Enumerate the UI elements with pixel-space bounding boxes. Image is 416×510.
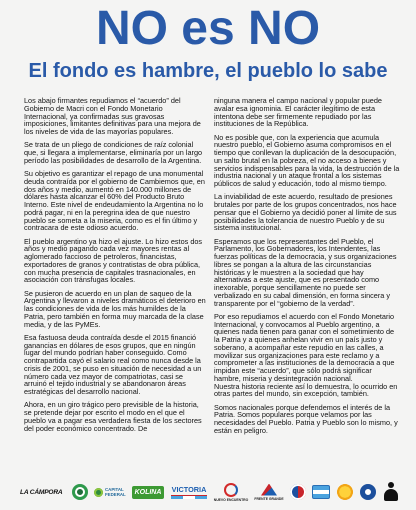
victoria-logo — [170, 486, 208, 499]
paragraph: Esperamos que los representantes del Pueblo, el Parlamento, los Gobernadores, los Intendentes, las fuerzas políticas de la democracia, y sus organizaciones libres se pongan a la altura de las circunstancias históricas y le muestren a la sociedad que hay alternativas a este ajuste, que es presentado como inexorable, porque sencillamente no puede ser verbalizado en su cabal dimensión, en forma sincera y transparente por el “gobierno de la verdad”. — [214, 236, 397, 308]
striped-flag-emblem-icon — [312, 485, 330, 499]
la-campora-logo — [20, 489, 66, 496]
sun-emblem-icon — [336, 483, 354, 501]
paragraph: El pueblo argentino ya hizo el ajuste. Lo hizo estos dos años y medio pagando cada vez mayores rentas al aglomerado faccioso de petroleros, financistas, exportadores de granos y contratistas de obra pública, con mucha presencia de capitales trasnacionales, en asociación con tránsfugas locales. — [24, 236, 203, 285]
page-title: NO es NO — [95, 2, 321, 55]
page-subtitle: El fondo es hambre, el pueblo lo sabe — [28, 60, 388, 82]
right-column — [214, 97, 400, 440]
frente-grande-wordmark: FRENTE GRANDE — [254, 496, 284, 501]
body-columns — [24, 97, 400, 440]
paragraph: ninguna manera el campo nacional y popular puede avalar esa ignominia. El carácter ilegítimo de esta intentona debe ser firmemente repudiado por las instituciones de la República. — [214, 96, 382, 129]
capital-federal-wordmark — [105, 487, 126, 497]
paragraph: Se trata de un pliego de condiciones de raíz colonial que, si llegara a implementarse, eliminaría por un largo período las posibilidades de desarrollo de la Argentina. — [24, 140, 203, 165]
victoria-wordmark: VICTORIA — [171, 484, 207, 494]
blue-red-emblem-icon — [290, 484, 306, 500]
nuevo-encuentro-mark-icon — [224, 483, 238, 497]
paragraph: No es posible que, con la experiencia que acumula nuestro pueblo, el Gobierno asuma compromisos en el tiempo que conllevan la duplicación de la desocupación, un salto brutal en la pobreza, el no acceso a bienes y servicios indispensables para la vida, la destrucción de la industria nacional y un ataque frontal a los sistemas públicos de salud y educación, todo al mismo tiempo. — [214, 132, 400, 188]
paragraph: Somos nacionales porque defendemos el interés de la Patria. Somos populares porque velamos por las necesidades del Pueblo. Patria y Pueblo son lo mismo, y están en peligro. — [214, 402, 398, 435]
paragraph: Su objetivo es garantizar el repago de una monumental deuda contraída por el gobierno de Cambiemos que, en dos años y medio, aumentó en 140.000 millones de dólares hasta alcanzar el 60% del Producto Bruto Interno. Este nivel de endeudamiento la Argentina no lo podrá pagar, ni en la peregrina idea de que nuestro pueblo se someta a la miseria, como es el fin último y contracara de este odioso acuerdo. — [24, 169, 205, 233]
person-torso-icon — [384, 489, 398, 501]
nuevo-encuentro-logo — [214, 483, 248, 502]
person-emblem-icon — [382, 482, 400, 502]
green-circle-emblem-icon — [72, 484, 88, 500]
victoria-flag-bar-icon — [171, 495, 207, 499]
capital-federal-mark-icon — [94, 488, 103, 497]
kolina-wordmark: KOLINA — [134, 488, 162, 496]
paragraph: Ahora, en un giro trágico pero previsible de la historia, se pretende dejar por escrito el modo en el que el pueblo va a pagar esa verdadera fiesta de los sectores del poder económico concentrado. De — [24, 400, 202, 433]
la-campora-wordmark: LA CÁMPORA — [20, 488, 63, 496]
paragraph: Los abajo firmantes repudiamos el “acuerdo” del Gobierno de Macri con el Fondo Monetario Internacional, ya confirmadas sus gravosas imposiciones, limitantes definitivas para una mejora de los niveles de vida de las mayorías populares. — [24, 96, 201, 136]
frente-grande-mark-icon — [261, 484, 277, 496]
frente-grande-logo — [254, 484, 284, 501]
kolina-logo — [132, 486, 164, 499]
paragraph: Por eso repudiamos el acuerdo con el Fondo Monetario Internacional, y convocamos al Pueblo argentino, a quienes nada tienen para ganar con el sometimiento de la Patria y a quienes anhelan vivir en un país justo y soberano, a acompañar este repudio en las calles, a movilizar sus organizaciones para este reclamo y a comprometer a las instituciones de la democracia a que impidan este “acuerdo”, que sólo podrá significar hambre, miseria y desintegración nacional. — [214, 311, 395, 383]
signatories-logo-row — [20, 478, 400, 506]
star-emblem-icon — [360, 484, 376, 500]
left-column — [24, 97, 206, 438]
nuevo-encuentro-wordmark: NUEVO ENCUENTRO — [213, 497, 249, 502]
paragraph: La inviabilidad de este acuerdo, resultado de presiones brutales por parte de los grupos concentrados, nos hace pensar que el Gobierno ya decidió poner al límite de sus posibilidades la tolerancia de nuestro Pueblo y de su sistema institucional. — [214, 192, 397, 233]
paragraph: Nuestra historia reciente así lo demuestra, lo ocurrido en otras partes del mundo, sin excepción, también. — [214, 381, 398, 399]
paragraph: Se pusieron de acuerdo en un plan de saqueo de la Argentina y llevaron a niveles dramáticos el deterioro en las condiciones de vida de los más humildes de la Patria, pero también en forma muy marcada de la clase media, y de las PyMEs. — [24, 288, 206, 329]
capital-federal-logo — [94, 487, 126, 497]
capital-federal-line1: CAPITAL — [105, 487, 124, 492]
capital-federal-line2: FEDERAL — [105, 492, 126, 497]
paragraph: Esa fastuosa deuda contraída desde el 2015 financió ganancias en dólares de esos grupos, que en ningún lugar del mundo podrían haber conseguido. Como contrapartida cayó el salario real como nunca desde la crisis de 2001, se puso en situación de necesidad a un número cada vez mayor de compatriotas, casi se arruinó el tejido industrial y se abandonaron áreas estratégicas del desarrollo nacional. — [24, 332, 202, 396]
person-head-icon — [388, 482, 394, 488]
